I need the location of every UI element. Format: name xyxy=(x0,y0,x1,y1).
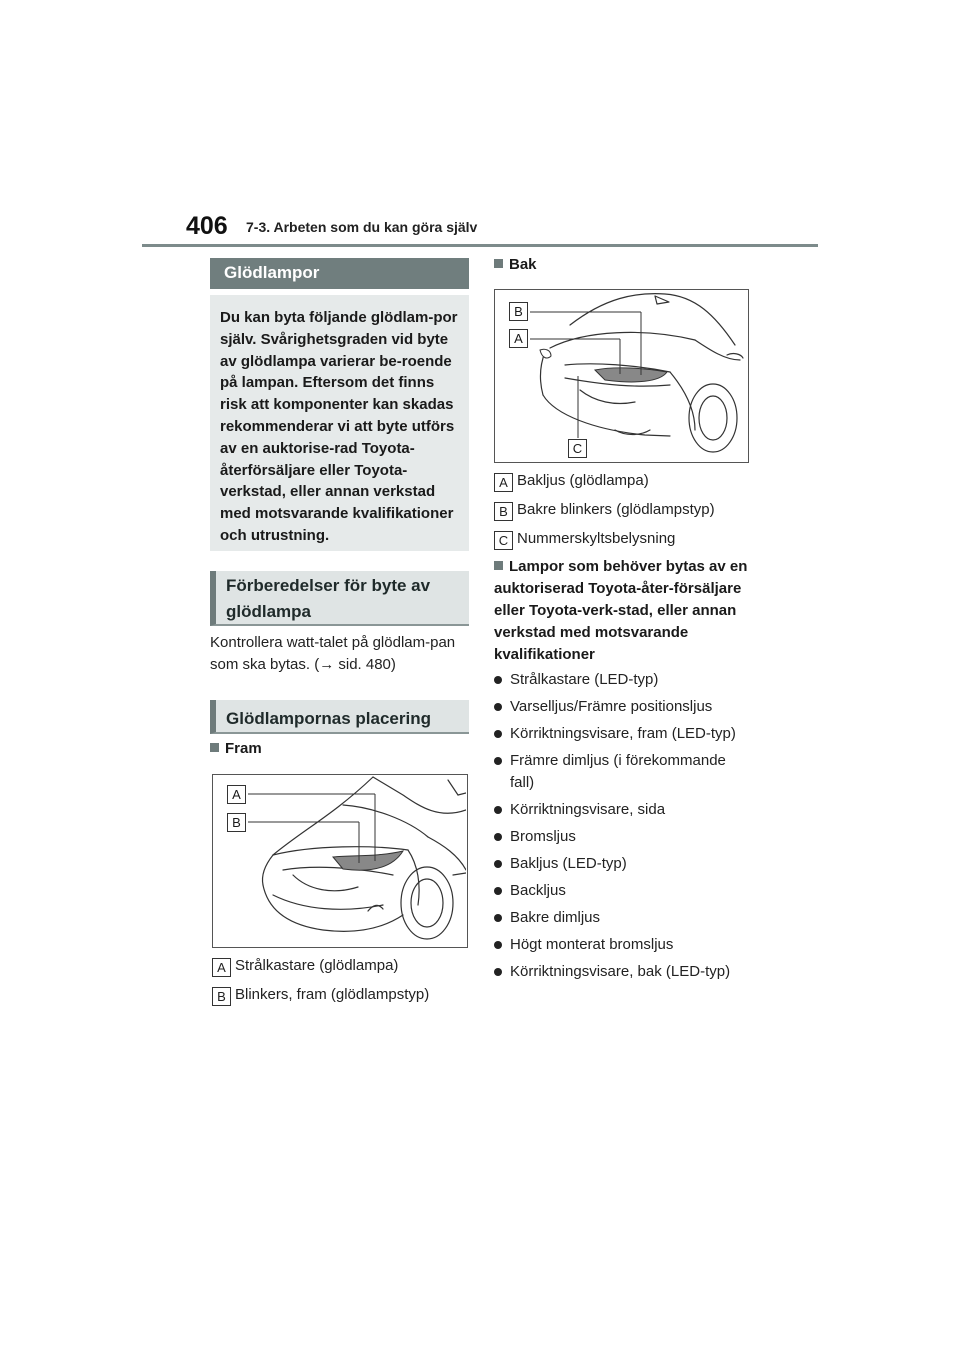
list-item: Bromsljus xyxy=(494,826,754,848)
list-item: Högt monterat bromsljus xyxy=(494,934,754,956)
list-item: Främre dimljus (i förekommande fall) xyxy=(494,750,754,794)
chapter-title: 7-3. Arbeten som du kan göra själv xyxy=(246,219,478,235)
list-item: Körriktningsvisare, bak (LED-typ) xyxy=(494,961,754,983)
rear-legend-a: A Bakljus (glödlampa) xyxy=(494,471,649,492)
section-title-prep: Förberedelser för byte av glödlampa xyxy=(210,571,469,626)
front-label-b: B xyxy=(227,813,246,832)
list-item: Varselljus/Främre positionsljus xyxy=(494,696,754,718)
rear-legend-c: C Nummerskyltsbelysning xyxy=(494,529,675,550)
front-legend-a: A Strålkastare (glödlampa) xyxy=(212,956,398,977)
square-bullet-icon xyxy=(494,259,503,268)
list-item: Strålkastare (LED-typ) xyxy=(494,669,754,691)
list-item: Bakre dimljus xyxy=(494,907,754,929)
rear-car-figure xyxy=(494,289,749,463)
rear-label-b: B xyxy=(509,302,528,321)
rear-label-c: C xyxy=(568,439,587,458)
list-item: Körriktningsvisare, fram (LED-typ) xyxy=(494,723,754,745)
front-heading: Fram xyxy=(210,738,262,760)
list-item: Körriktningsvisare, sida xyxy=(494,799,754,821)
header-rule xyxy=(142,244,818,247)
front-legend-b: B Blinkers, fram (glödlampstyp) xyxy=(212,985,429,1006)
rear-legend-b: B Bakre blinkers (glödlampstyp) xyxy=(494,500,715,521)
front-car-figure xyxy=(212,774,468,948)
dealer-lamps-heading: Lampor som behöver bytas av en auktoriserad Toyota-åter-försäljare eller Toyota-verk-stad, eller annan verkstad med motsvarande kvalifikationer xyxy=(494,558,748,663)
front-car-illustration xyxy=(213,775,466,946)
list-item: Bakljus (LED-typ) xyxy=(494,853,754,875)
front-label-a: A xyxy=(227,785,246,804)
prep-text: Kontrollera watt-talet på glödlam-pan som ska bytas. (→ sid. 480) xyxy=(210,634,456,673)
rear-heading: Bak xyxy=(494,254,537,276)
rear-label-a: A xyxy=(509,329,528,348)
square-bullet-icon xyxy=(210,743,219,752)
section-title-location: Glödlampornas placering xyxy=(210,700,469,734)
page-number: 406 xyxy=(186,212,228,240)
intro-text: Du kan byta följande glödlam-por själv. Svårighetsgraden vid byte av glödlampa varierar be-roende på lampan. Eftersom det finns risk att komponenter kan skadas rekommenderar vi att byte utförs av en auktorise-rad Toyota-återförsäljare eller Toyota-verkstad, eller annan verkstad med motsvarande kvalifikationer och utrustning. xyxy=(220,309,458,544)
intro-box xyxy=(210,295,469,551)
section-title-bulbs: Glödlampor xyxy=(210,258,469,289)
rear-car-illustration xyxy=(495,290,747,461)
square-bullet-icon xyxy=(494,561,503,570)
list-item: Backljus xyxy=(494,880,754,902)
dealer-lamps-list xyxy=(494,669,754,988)
